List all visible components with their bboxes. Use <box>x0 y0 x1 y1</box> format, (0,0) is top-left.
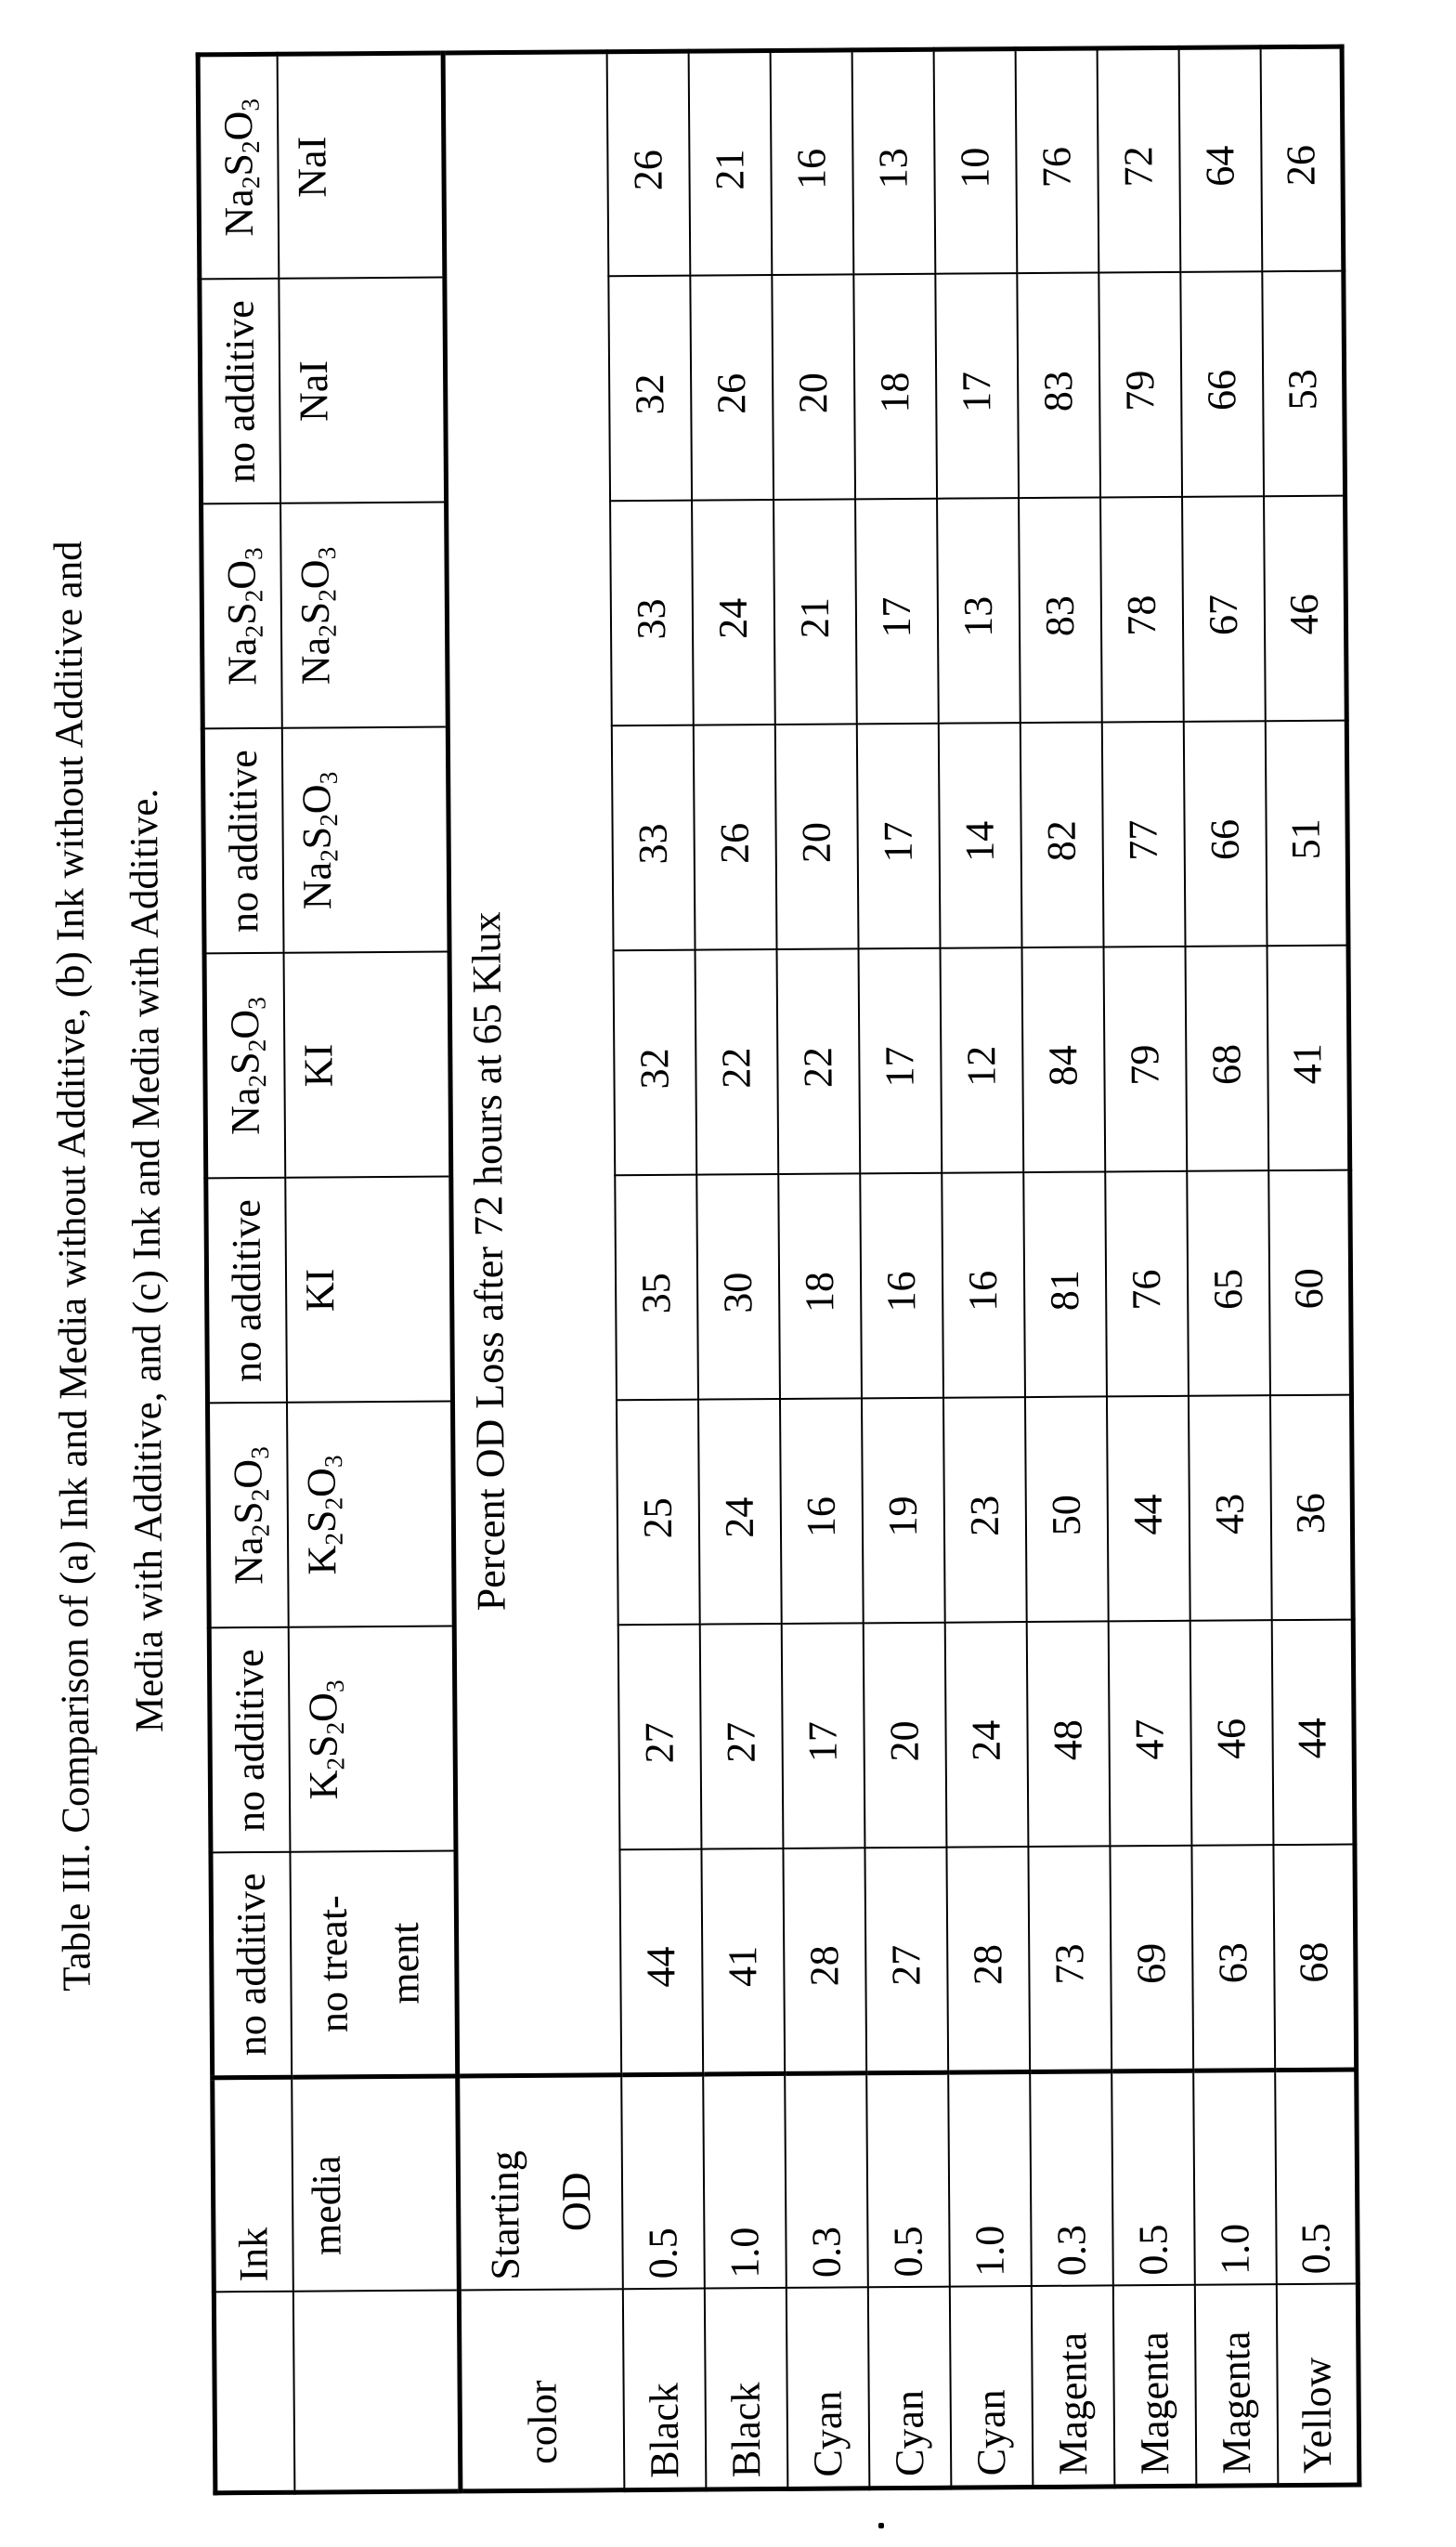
value-cell: 16 <box>942 1173 1025 1399</box>
value-cell: 76 <box>1015 48 1098 274</box>
table-container <box>196 47 1355 2496</box>
value-cell: 79 <box>1098 272 1182 498</box>
value-cell: 24 <box>944 1623 1028 1848</box>
value-cell: 46 <box>1264 496 1347 722</box>
value-cell: 18 <box>778 1174 862 1400</box>
value-cell: 66 <box>1183 722 1267 947</box>
od-cell: 0.3 <box>785 2073 868 2289</box>
value-cell: 13 <box>937 499 1020 725</box>
value-cell: 16 <box>779 1399 863 1625</box>
media-header: KI <box>285 1177 453 1403</box>
media-label: media <box>292 2076 460 2292</box>
value-cell: 24 <box>697 1399 781 1625</box>
ink-header: no additive <box>200 279 280 504</box>
table-caption-line-1: Table III. Comparison of (a) Ink and Media without Additive, (b) Ink without Additive and <box>46 541 99 1992</box>
media-header: $Na_2S_2O_3$ <box>281 727 449 953</box>
header-row-media <box>277 53 461 2492</box>
value-cell: 19 <box>861 1398 944 1624</box>
value-cell: 68 <box>1185 947 1268 1172</box>
value-cell: 82 <box>1020 723 1103 948</box>
value-cell: 46 <box>1190 1621 1273 1847</box>
table-row <box>1260 46 1359 2486</box>
ink-header: no additive <box>202 728 283 954</box>
value-cell: 41 <box>701 1848 785 2074</box>
ink-header: no additive <box>209 1627 290 1853</box>
value-cell: 66 <box>1180 272 1264 498</box>
value-cell: 68 <box>1273 1845 1357 2070</box>
value-cell: 30 <box>696 1174 780 1400</box>
value-cell: 33 <box>611 725 695 951</box>
scan-speck-mark <box>878 2523 884 2528</box>
value-cell: 21 <box>688 51 772 277</box>
empty-corner-cell <box>214 2292 294 2493</box>
value-cell: 60 <box>1268 1170 1352 1396</box>
ink-header: no additive <box>211 1852 292 2078</box>
od-cell: 1.0 <box>948 2072 1032 2288</box>
value-cell: 25 <box>616 1400 699 1626</box>
value-cell: 12 <box>940 948 1023 1174</box>
value-cell: 32 <box>613 950 696 1176</box>
value-cell: 20 <box>774 725 858 950</box>
color-cell: Yellow <box>1276 2284 1359 2486</box>
value-cell: 22 <box>695 949 778 1175</box>
value-cell: 83 <box>1017 273 1100 499</box>
od-cell: 0.5 <box>1275 2070 1358 2285</box>
od-cell: 0.5 <box>866 2072 950 2288</box>
media-header: $K_2S_2O_3$ <box>286 1402 454 1627</box>
value-cell: 17 <box>855 499 939 725</box>
color-cell: Black <box>704 2288 787 2489</box>
value-cell: 10 <box>933 49 1017 275</box>
value-cell: 26 <box>690 275 774 501</box>
value-cell: 21 <box>774 500 857 725</box>
table-caption-line-2: Media with Additive, and (c) Ink and Media with Additive. <box>122 788 173 1733</box>
value-cell: 32 <box>608 276 692 502</box>
value-cell: 43 <box>1188 1396 1271 1622</box>
value-cell: 83 <box>1019 498 1102 724</box>
value-cell: 20 <box>772 275 855 501</box>
value-cell: 41 <box>1267 946 1350 1171</box>
value-cell: 50 <box>1024 1397 1108 1623</box>
value-cell: 44 <box>619 1849 703 2075</box>
color-cell: Magenta <box>1194 2285 1278 2487</box>
value-cell: 84 <box>1021 947 1105 1173</box>
color-cell: Magenta <box>1112 2285 1196 2487</box>
od-loss-table <box>196 45 1362 2496</box>
value-cell: 77 <box>1101 722 1185 947</box>
value-cell: 76 <box>1105 1171 1189 1397</box>
value-cell: 36 <box>1269 1395 1353 1621</box>
value-cell: 44 <box>1271 1620 1355 1846</box>
value-cell: 78 <box>1100 497 1184 723</box>
value-cell: 53 <box>1262 271 1346 497</box>
value-cell: 22 <box>776 949 860 1175</box>
media-header: $Na_2S_2O_3$ <box>280 503 448 728</box>
value-cell: 24 <box>692 500 775 725</box>
color-cell: Black <box>622 2289 706 2490</box>
value-cell: 20 <box>863 1623 946 1848</box>
ink-label: Ink <box>213 2077 293 2292</box>
value-cell: 23 <box>942 1398 1026 1624</box>
value-cell: 73 <box>1028 1847 1112 2072</box>
value-cell: 35 <box>615 1175 698 1401</box>
media-header: no treat- ment <box>290 1851 458 2077</box>
value-cell: 63 <box>1191 1846 1275 2071</box>
header-row-starting-od <box>443 52 624 2491</box>
od-cell: 0.5 <box>1112 2070 1195 2286</box>
color-cell: Cyan <box>786 2288 869 2489</box>
value-cell: 17 <box>935 274 1019 500</box>
value-cell: 48 <box>1026 1622 1110 1848</box>
ink-header: $Na_2S_2O_3$ <box>202 503 282 729</box>
measurement-label: Percent OD Loss after 72 hours at 65 Klux <box>443 52 621 2076</box>
od-cell: 1.0 <box>1193 2070 1277 2286</box>
color-cell: Cyan <box>867 2287 951 2488</box>
value-cell: 17 <box>781 1624 864 1849</box>
value-cell: 44 <box>1106 1396 1190 1622</box>
value-cell: 47 <box>1108 1621 1191 1847</box>
value-cell: 13 <box>852 49 935 275</box>
media-header: NaI <box>277 53 445 279</box>
value-cell: 17 <box>856 724 940 949</box>
value-cell: 64 <box>1178 47 1262 273</box>
value-cell: 69 <box>1110 1846 1193 2071</box>
value-cell: 26 <box>606 51 690 277</box>
value-cell: 26 <box>1260 46 1344 272</box>
ink-header: $Na_2S_2O_3$ <box>207 1403 288 1628</box>
ink-header: $Na_2S_2O_3$ <box>204 953 285 1179</box>
value-cell: 16 <box>770 50 853 276</box>
value-cell: 79 <box>1103 947 1187 1172</box>
value-cell: 28 <box>783 1848 866 2074</box>
od-cell: 1.0 <box>703 2073 786 2289</box>
value-cell: 16 <box>860 1173 943 1399</box>
media-header: $K_2S_2O_3$ <box>288 1626 456 1852</box>
od-cell: 0.3 <box>1030 2071 1113 2287</box>
media-header: KI <box>283 952 451 1178</box>
value-cell: 65 <box>1187 1171 1270 1397</box>
value-cell: 14 <box>938 724 1021 949</box>
value-cell: 27 <box>618 1625 701 1850</box>
value-cell: 51 <box>1265 721 1348 947</box>
media-header: NaI <box>279 278 447 503</box>
value-cell: 28 <box>946 1848 1030 2073</box>
color-cell: Magenta <box>1031 2286 1114 2488</box>
value-cell: 72 <box>1097 47 1180 273</box>
starting-od-label: Starting OD <box>458 2075 623 2291</box>
value-cell: 67 <box>1182 497 1266 723</box>
value-cell: 26 <box>693 725 776 950</box>
ink-header: no additive <box>206 1178 287 1404</box>
od-cell: 0.5 <box>621 2074 705 2290</box>
color-label: color <box>459 2290 624 2491</box>
value-cell: 27 <box>864 1848 948 2073</box>
value-cell: 33 <box>610 501 694 726</box>
value-cell: 27 <box>699 1624 783 1849</box>
empty-cell <box>292 2291 461 2492</box>
color-cell: Cyan <box>949 2287 1033 2488</box>
value-cell: 18 <box>853 274 937 500</box>
ink-header: $Na_2S_2O_3$ <box>198 54 279 280</box>
value-cell: 17 <box>858 948 942 1174</box>
value-cell: 81 <box>1023 1172 1107 1398</box>
